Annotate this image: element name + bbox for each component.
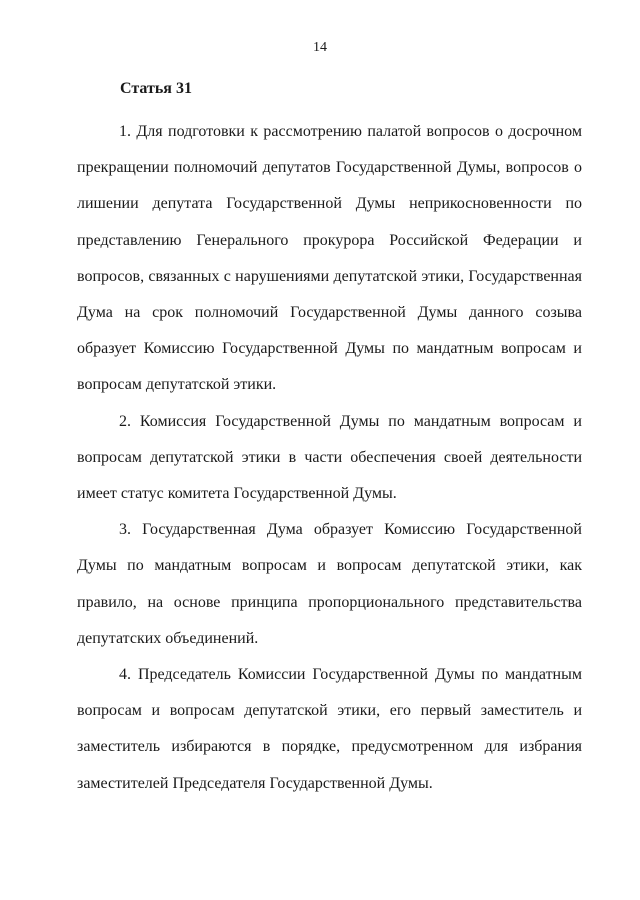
page-number: 14 (313, 40, 327, 55)
paragraph-1: 1. Для подготовки к рассмотрению палатой вопросов о досрочном прекращении полномочий депутатов Государственной Думы, вопросов о лишении депутата Государственной Думы неприкосновенности по представлению Генерального прокурора Российской Федерации и вопросов, связанных с нарушениями депутатской этики, Государственная Дума на срок полномочий Государственной Думы данного созыва образует Комиссию Государственной Думы по мандатным вопросам и вопросам депутатской этики. (77, 123, 582, 394)
paragraph-2: 2. Комиссия Государственной Думы по мандатным вопросам и вопросам депутатской этики в части обеспечения своей деятельности имеет статус комитета Государственной Думы. (77, 412, 582, 503)
paragraph-3: 3. Государственная Дума образует Комиссию Государственной Думы по мандатным вопросам и вопросам депутатской этики, как правило, на основе принципа пропорционального представительства депутатских объединений. (77, 521, 582, 647)
article-body (77, 114, 582, 802)
paragraph-4: 4. Председатель Комиссии Государственной Думы по мандатным вопросам и вопросам депутатской этики, его первый заместитель и заместитель избираются в порядке, предусмотренном для избрания заместителей Председателя Государственной Думы. (77, 666, 582, 792)
article-title: Статья 31 (120, 80, 192, 97)
